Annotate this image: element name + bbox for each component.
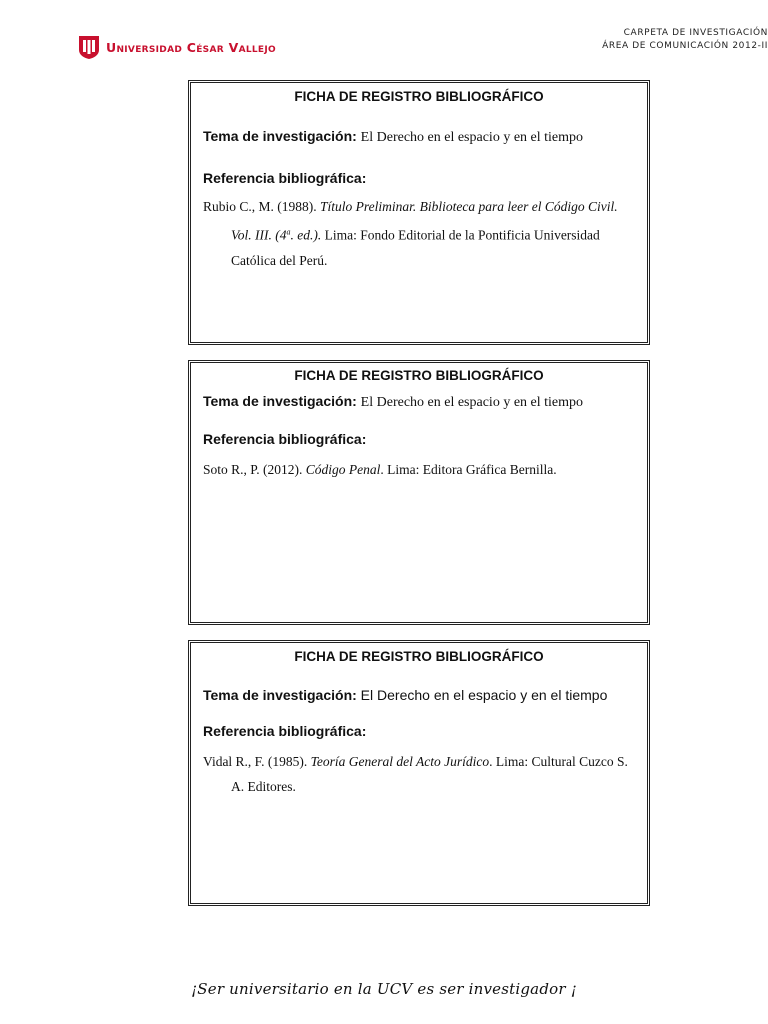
tema-label: Tema de investigación: xyxy=(203,393,357,409)
ref-title: Teoría General del Acto Jurídico xyxy=(310,754,490,769)
ref-title-end: . ed.). xyxy=(290,227,322,243)
tema-label: Tema de investigación: xyxy=(203,687,357,703)
ref-entry xyxy=(203,457,647,482)
bibliographic-card-2 xyxy=(188,360,650,625)
ref-entry xyxy=(203,194,647,273)
tema-value: El Derecho en el espacio y en el tiempo xyxy=(360,687,608,703)
header-line-2: ÁREA DE COMUNICACIÓN 2012-II xyxy=(602,41,768,51)
ucv-shield-icon xyxy=(78,34,100,60)
ref-publisher: . Lima: Editora Gráfica Bernilla. xyxy=(380,462,557,477)
logo-text: Universidad César Vallejo xyxy=(106,39,276,55)
ref-label: Referencia bibliográfica: xyxy=(203,170,367,186)
ref-entry xyxy=(203,749,647,799)
ref-author: Rubio C., M. (1988). xyxy=(203,199,321,214)
ref-label: Referencia bibliográfica: xyxy=(203,431,367,447)
footer-slogan: ¡Ser universitario en la UCV es ser investigador ¡ xyxy=(191,980,577,998)
header-info xyxy=(602,27,768,53)
tema-line xyxy=(203,687,647,703)
ref-publisher: . Lima: Cultural Cuzco S. A. Editores. xyxy=(231,754,628,794)
ref-author: Soto R., P. (2012). xyxy=(203,462,306,477)
ref-publisher: Lima: Fondo Editorial de la Pontificia Universidad Católica del Perú. xyxy=(231,227,600,268)
bibliographic-card-1 xyxy=(188,80,650,345)
university-logo xyxy=(78,34,276,60)
tema-label: Tema de investigación: xyxy=(203,128,357,144)
tema-line xyxy=(203,128,647,146)
ref-author: Vidal R., F. (1985). xyxy=(203,754,311,769)
ref-title: Título Preliminar. Biblioteca para leer el Código Civil. Vol. III. (4 xyxy=(231,199,618,243)
card-title: FICHA DE REGISTRO BIBLIOGRÁFICO xyxy=(294,89,544,104)
ref-label: Referencia bibliográfica: xyxy=(203,723,367,739)
ref-edition-sup: a xyxy=(286,227,291,236)
tema-value: El Derecho en el espacio y en el tiempo xyxy=(360,130,584,145)
ref-title: Código Penal xyxy=(305,462,381,477)
card-title: FICHA DE REGISTRO BIBLIOGRÁFICO xyxy=(294,368,544,383)
header-line-1: CARPETA DE INVESTIGACIÓN xyxy=(623,28,768,38)
tema-value: El Derecho en el espacio y en el tiempo xyxy=(360,395,584,410)
card-title: FICHA DE REGISTRO BIBLIOGRÁFICO xyxy=(294,649,544,664)
tema-line xyxy=(203,393,647,411)
bibliographic-card-3 xyxy=(188,640,650,906)
